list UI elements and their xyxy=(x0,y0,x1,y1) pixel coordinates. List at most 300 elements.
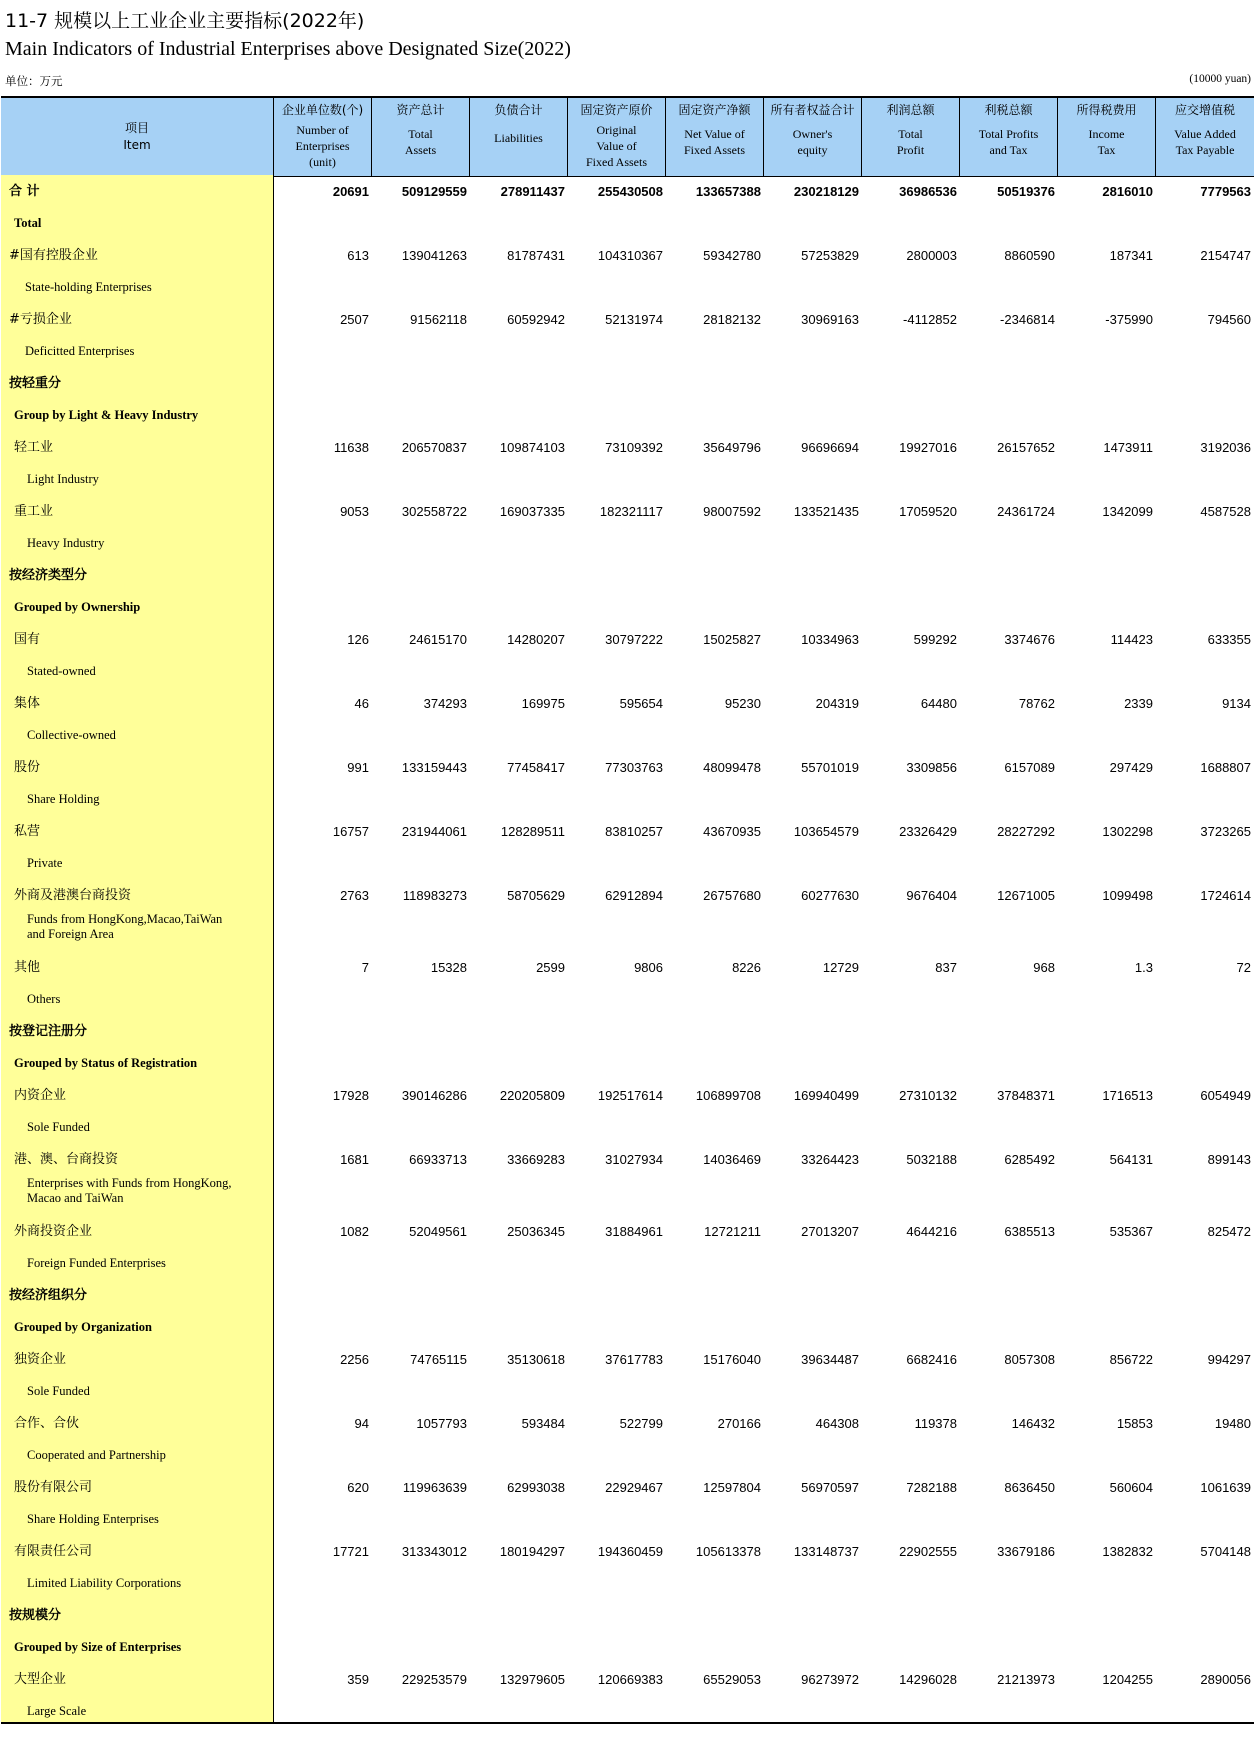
table-cell: 180194297 xyxy=(499,1544,565,1559)
header-col-en-line: Assets xyxy=(404,143,437,157)
table-cell: 109874103 xyxy=(499,440,565,455)
row-label-line: Grouped by Organization xyxy=(14,1320,152,1334)
table-cell: 1724614 xyxy=(1200,888,1251,903)
table-cell: 96696694 xyxy=(801,440,859,455)
table-row xyxy=(1,239,1254,271)
table-row xyxy=(1,1535,1254,1567)
table-bottom-rule xyxy=(1,1722,1254,1724)
row-label-line: Light Industry xyxy=(27,472,99,486)
table-cell: 26757680 xyxy=(703,888,761,903)
header-col-en-line: Enterprises xyxy=(295,139,350,153)
table-cell: 48099478 xyxy=(703,760,761,775)
row-label-line: 内资企业 xyxy=(14,1088,67,1103)
row-label xyxy=(9,184,40,199)
table-cell: 1.3 xyxy=(1134,960,1153,975)
table-row xyxy=(1,983,1254,1015)
table-row xyxy=(1,815,1254,847)
table-cell: 133521435 xyxy=(793,504,859,519)
row-label-line: #国有控股企业 xyxy=(9,248,98,263)
table-cell: 220205809 xyxy=(499,1088,565,1103)
table-row xyxy=(1,463,1254,495)
row-label-line: Macao and TaiWan xyxy=(27,1191,124,1205)
row-label-line: 重工业 xyxy=(14,504,54,519)
table-cell: 31027934 xyxy=(605,1152,663,1167)
table-cell: 1473911 xyxy=(1103,440,1153,455)
row-label-line: Sole Funded xyxy=(27,1120,90,1134)
table-cell: 374293 xyxy=(423,696,467,711)
row-label xyxy=(25,344,134,359)
row-label xyxy=(9,1024,87,1039)
row-label-line: 有限责任公司 xyxy=(14,1544,93,1559)
table-cell: 96273972 xyxy=(801,1672,859,1687)
table-cell: 5704148 xyxy=(1200,1544,1251,1559)
table-cell: 313343012 xyxy=(401,1544,467,1559)
table-cell: 56970597 xyxy=(801,1480,859,1495)
header-col-en-line: Number of xyxy=(296,123,349,137)
table-cell: 133657388 xyxy=(695,184,761,199)
row-label xyxy=(27,856,62,871)
table-cell: 35649796 xyxy=(703,440,761,455)
table-cell: 2599 xyxy=(536,960,565,975)
table-cell: 120669383 xyxy=(597,1672,663,1687)
table-cell: 73109392 xyxy=(605,440,663,455)
table-cell: -2346814 xyxy=(1000,312,1055,327)
row-label xyxy=(14,1640,181,1655)
table-cell: 26157652 xyxy=(997,440,1055,455)
table-cell: 9806 xyxy=(634,960,663,975)
table-cell: 19927016 xyxy=(899,440,957,455)
header-col-5 xyxy=(666,98,764,176)
table-cell: 16757 xyxy=(332,824,369,839)
table-cell: 132979605 xyxy=(499,1672,565,1687)
table-cell: 72 xyxy=(1236,960,1251,975)
table-row xyxy=(1,719,1254,751)
table-row xyxy=(1,367,1254,399)
row-label-line: Grouped by Size of Enterprises xyxy=(14,1640,182,1654)
table-row xyxy=(1,751,1254,783)
row-label-line: Grouped by Status of Registration xyxy=(14,1056,198,1070)
table-cell: 52131974 xyxy=(605,312,663,327)
header-col-en-line: Total xyxy=(408,127,433,141)
row-label xyxy=(14,1544,92,1559)
header-col-en-line: Liabilities xyxy=(494,131,543,145)
header-col-6 xyxy=(764,98,862,176)
table-cell: 270166 xyxy=(717,1416,761,1431)
table-row xyxy=(1,687,1254,719)
row-label xyxy=(9,248,98,263)
table-cell: 14036469 xyxy=(703,1152,761,1167)
header-item xyxy=(1,98,274,176)
row-label-line: Grouped by Ownership xyxy=(14,600,141,614)
row-label-line: Deficitted Enterprises xyxy=(25,344,135,358)
table-row xyxy=(1,1015,1254,1047)
table-cell: 58705629 xyxy=(507,888,565,903)
table-cell: 856722 xyxy=(1109,1352,1153,1367)
table-row xyxy=(1,783,1254,815)
table-cell: 37617783 xyxy=(605,1352,663,1367)
row-label-line: Cooperated and Partnership xyxy=(27,1448,166,1462)
table-row xyxy=(1,1215,1254,1247)
table-row xyxy=(1,559,1254,591)
table-cell: 105613378 xyxy=(695,1544,761,1559)
row-label-line: 按轻重分 xyxy=(9,376,62,391)
row-label-line: #亏损企业 xyxy=(9,312,72,327)
table-row xyxy=(1,623,1254,655)
row-label-line: 外商及港澳台商投资 xyxy=(14,888,132,903)
table-cell: 1082 xyxy=(340,1224,369,1239)
table-row xyxy=(1,879,1254,911)
row-label xyxy=(27,912,222,942)
row-label xyxy=(27,1256,166,1271)
table-cell: 522799 xyxy=(619,1416,663,1431)
header-col-2 xyxy=(372,98,470,176)
table-cell: 359 xyxy=(347,1672,369,1687)
table-cell: 60592942 xyxy=(507,312,565,327)
table-row xyxy=(1,1407,1254,1439)
row-label-line: 按规模分 xyxy=(9,1608,62,1623)
table-cell: 30969163 xyxy=(801,312,859,327)
table-cell: 15025827 xyxy=(703,632,761,647)
row-label xyxy=(27,536,104,551)
header-col-en-line: Original xyxy=(596,123,637,137)
table-cell: 17059520 xyxy=(899,504,957,519)
table-cell: 899143 xyxy=(1207,1152,1251,1167)
table-cell: 133159443 xyxy=(401,760,467,775)
table-row xyxy=(1,847,1254,879)
table-cell: 1061639 xyxy=(1200,1480,1251,1495)
table-cell: 55701019 xyxy=(801,760,859,775)
table-cell: 50519376 xyxy=(997,184,1055,199)
table-cell: 837 xyxy=(935,960,957,975)
table-cell: 613 xyxy=(347,248,369,263)
row-label xyxy=(27,1384,90,1399)
table-cell: 60277630 xyxy=(801,888,859,903)
header-col-en-line: Total xyxy=(898,127,923,141)
header-col-4 xyxy=(568,98,666,176)
table-cell: 994297 xyxy=(1207,1352,1251,1367)
row-label-line: 按登记注册分 xyxy=(9,1024,88,1039)
table-cell: 81787431 xyxy=(507,248,565,263)
table-cell: 19480 xyxy=(1214,1416,1251,1431)
table-cell: 8860590 xyxy=(1004,248,1055,263)
table-cell: 15853 xyxy=(1116,1416,1153,1431)
row-label xyxy=(14,696,40,711)
row-label-line: Others xyxy=(27,992,61,1006)
table-cell: 2154747 xyxy=(1200,248,1251,263)
row-label xyxy=(14,1224,92,1239)
table-row xyxy=(1,175,1254,207)
table-cell: 8636450 xyxy=(1004,1480,1055,1495)
table-cell: 595654 xyxy=(619,696,663,711)
unit-label-english: (10000 yuan) xyxy=(1189,73,1251,85)
header-col-en-line: Value Added xyxy=(1174,127,1236,141)
table-cell: 297429 xyxy=(1109,760,1153,775)
row-label xyxy=(14,1056,197,1071)
table-cell: 52049561 xyxy=(409,1224,467,1239)
table-cell: 12671005 xyxy=(997,888,1055,903)
table-cell: 633355 xyxy=(1207,632,1251,647)
row-label xyxy=(14,1672,66,1687)
table-row xyxy=(1,911,1254,951)
header-col-cn: 企业单位数(个) xyxy=(281,103,364,117)
table-cell: 1342099 xyxy=(1102,504,1153,519)
row-label-line: 大型企业 xyxy=(14,1672,67,1687)
row-label-line: Share Holding Enterprises xyxy=(27,1512,159,1526)
table-cell: 169975 xyxy=(521,696,565,711)
table-cell: 128289511 xyxy=(500,824,565,839)
table-cell: 11638 xyxy=(333,440,369,455)
header-col-cn: 利税总额 xyxy=(984,103,1033,117)
header-col-en-line: Value of xyxy=(596,139,637,153)
table-cell: 8226 xyxy=(732,960,761,975)
table-cell: 133148737 xyxy=(793,1544,859,1559)
row-label-line: Foreign Funded Enterprises xyxy=(27,1256,166,1270)
table-cell: 2763 xyxy=(340,888,369,903)
header-col-en-line: Fixed Assets xyxy=(683,143,745,157)
row-label-line: Group by Light & Heavy Industry xyxy=(14,408,199,422)
table-cell: 7779563 xyxy=(1200,184,1251,199)
table-cell: 4644216 xyxy=(906,1224,957,1239)
row-label-line: Share Holding xyxy=(27,792,100,806)
header-col-en-line: Profit xyxy=(896,143,925,157)
table-cell: 15176040 xyxy=(703,1352,761,1367)
table-cell: 43670935 xyxy=(703,824,761,839)
row-label-line: 独资企业 xyxy=(14,1352,67,1367)
table-cell: 78762 xyxy=(1018,696,1055,711)
header-col-3 xyxy=(470,98,568,176)
row-label xyxy=(27,1704,86,1719)
table-cell: 24615170 xyxy=(409,632,467,647)
row-label xyxy=(14,1480,92,1495)
table-cell: 15328 xyxy=(430,960,467,975)
table-cell: 20691 xyxy=(332,184,369,199)
row-label xyxy=(14,440,53,455)
table-row xyxy=(1,591,1254,623)
table-cell: 22902555 xyxy=(899,1544,957,1559)
header-col-en-line: Total Profits xyxy=(978,127,1039,141)
header-item-en: Item xyxy=(123,138,151,152)
table-cell: 126 xyxy=(347,632,369,647)
table-row xyxy=(1,527,1254,559)
row-label-line: Private xyxy=(27,856,63,870)
header-col-8 xyxy=(960,98,1058,176)
unit-label-chinese: 单位：万元 xyxy=(5,74,63,88)
header-col-cn: 资产总计 xyxy=(396,103,445,117)
header-col-en-line: Income xyxy=(1088,127,1125,141)
table-cell: 206570837 xyxy=(401,440,467,455)
table-row xyxy=(1,1111,1254,1143)
table-cell: 37848371 xyxy=(997,1088,1055,1103)
table-cell: 103654579 xyxy=(793,824,859,839)
table-cell: 2800003 xyxy=(906,248,957,263)
row-label xyxy=(27,1576,181,1591)
row-label-line: Enterprises with Funds from HongKong, xyxy=(27,1176,232,1190)
table-title-english: Main Indicators of Industrial Enterprises above Designated Size(2022) xyxy=(5,38,571,60)
table-cell: 104310367 xyxy=(597,248,663,263)
row-label xyxy=(14,1088,66,1103)
table-cell: 27310132 xyxy=(899,1088,957,1103)
table-cell: 8057308 xyxy=(1004,1352,1055,1367)
table-row xyxy=(1,1471,1254,1503)
header-col-en-line: Tax Payable xyxy=(1175,143,1235,157)
table-row xyxy=(1,951,1254,983)
table-cell: 620 xyxy=(347,1480,369,1495)
table-cell: 3192036 xyxy=(1200,440,1251,455)
table-cell: 12597804 xyxy=(703,1480,761,1495)
header-col-en xyxy=(1156,126,1254,158)
row-label xyxy=(27,992,60,1007)
table-row xyxy=(1,1079,1254,1111)
table-cell: 2816010 xyxy=(1102,184,1153,199)
row-label xyxy=(14,760,40,775)
table-cell: 33264423 xyxy=(801,1152,859,1167)
row-label-line: State-holding Enterprises xyxy=(25,280,152,294)
header-col-en-line: equity xyxy=(797,143,828,157)
table-cell: 991 xyxy=(347,760,369,775)
table-cell: 77303763 xyxy=(605,760,663,775)
table-cell: 6157089 xyxy=(1004,760,1055,775)
table-cell: 187341 xyxy=(1109,248,1153,263)
row-label-line: Total xyxy=(14,216,42,230)
row-label xyxy=(25,280,152,295)
header-col-10 xyxy=(1156,98,1254,176)
header-col-cn: 所有者权益合计 xyxy=(770,103,855,117)
table-cell: 62912894 xyxy=(605,888,663,903)
row-label-line: 股份有限公司 xyxy=(14,1480,93,1495)
row-label xyxy=(14,632,40,647)
table-cell: 114423 xyxy=(1110,632,1153,647)
row-label xyxy=(14,960,40,975)
row-label xyxy=(14,600,140,615)
table-cell: 24361724 xyxy=(997,504,1055,519)
table-cell: 6054949 xyxy=(1200,1088,1251,1103)
table-row xyxy=(1,1567,1254,1599)
row-label-line: 私营 xyxy=(14,824,41,839)
table-cell: 77458417 xyxy=(507,760,565,775)
table-cell: 390146286 xyxy=(401,1088,467,1103)
row-label xyxy=(9,312,72,327)
table-row xyxy=(1,1175,1254,1215)
row-label-line: 合作、合伙 xyxy=(14,1416,80,1431)
table-cell: 12729 xyxy=(822,960,859,975)
table-cell: 1681 xyxy=(340,1152,369,1167)
table-cell: 7282188 xyxy=(906,1480,957,1495)
table-cell: 2256 xyxy=(340,1352,369,1367)
table-cell: 593484 xyxy=(521,1416,565,1431)
table-cell: 12721211 xyxy=(704,1224,761,1239)
table-cell: 169037335 xyxy=(499,504,565,519)
row-label xyxy=(14,1320,152,1335)
table-cell: 1688807 xyxy=(1200,760,1251,775)
table-cell: 1716513 xyxy=(1102,1088,1153,1103)
table-cell: 57253829 xyxy=(801,248,859,263)
row-label xyxy=(14,1352,66,1367)
row-label xyxy=(27,664,96,679)
table-cell: -375990 xyxy=(1105,312,1153,327)
table-cell: 230218129 xyxy=(793,184,859,199)
table-cell: 39634487 xyxy=(801,1352,859,1367)
table-cell: 23326429 xyxy=(899,824,957,839)
table-cell: 33669283 xyxy=(507,1152,565,1167)
table-row xyxy=(1,303,1254,335)
table-cell: 119963639 xyxy=(402,1480,467,1495)
table-cell: 28182132 xyxy=(703,312,761,327)
table-cell: 17928 xyxy=(332,1088,369,1103)
row-label-line: 按经济类型分 xyxy=(9,568,88,583)
row-label xyxy=(9,376,61,391)
header-col-en-line: (unit) xyxy=(309,155,336,169)
header-col-cn: 固定资产原价 xyxy=(580,103,653,117)
table-cell: 59342780 xyxy=(703,248,761,263)
table-cell: 255430508 xyxy=(597,184,663,199)
table-row xyxy=(1,335,1254,367)
table-row xyxy=(1,1663,1254,1695)
table-row xyxy=(1,271,1254,303)
table-cell: 22929467 xyxy=(605,1480,663,1495)
table-cell: 74765115 xyxy=(410,1352,467,1367)
row-label xyxy=(14,824,40,839)
row-label-line: 按经济组织分 xyxy=(9,1288,88,1303)
header-col-cn: 负债合计 xyxy=(494,103,543,117)
row-label xyxy=(14,408,198,423)
table-cell: 794560 xyxy=(1207,312,1251,327)
table-cell: 25036345 xyxy=(507,1224,565,1239)
table-cell: 169940499 xyxy=(793,1088,859,1103)
row-label xyxy=(14,504,53,519)
header-col-en-line: Tax xyxy=(1097,143,1116,157)
table-cell: 204319 xyxy=(815,696,859,711)
row-label xyxy=(27,472,99,487)
table-cell: 599292 xyxy=(913,632,957,647)
table-cell: 119378 xyxy=(914,1416,957,1431)
table-cell: 28227292 xyxy=(997,824,1055,839)
table-row xyxy=(1,655,1254,687)
table-cell: 560604 xyxy=(1109,1480,1153,1495)
table-row xyxy=(1,399,1254,431)
row-label-line: Stated-owned xyxy=(27,664,96,678)
table-cell: 17721 xyxy=(332,1544,369,1559)
header-col-cn: 所得税费用 xyxy=(1076,103,1137,117)
row-label xyxy=(14,888,131,903)
header-col-en xyxy=(666,126,763,158)
table-cell: 7 xyxy=(361,960,369,975)
table-cell: 1057793 xyxy=(416,1416,467,1431)
table-cell: 31884961 xyxy=(605,1224,663,1239)
table-cell: 231944061 xyxy=(401,824,467,839)
table-row xyxy=(1,1143,1254,1175)
row-label-line: 外商投资企业 xyxy=(14,1224,93,1239)
table-cell: 3309856 xyxy=(906,760,957,775)
table-cell: 30797222 xyxy=(605,632,663,647)
header-col-1 xyxy=(274,98,372,176)
table-cell: 118983273 xyxy=(402,888,467,903)
row-label-line: Heavy Industry xyxy=(27,536,105,550)
table-row xyxy=(1,1375,1254,1407)
table-cell: 535367 xyxy=(1109,1224,1153,1239)
table-row xyxy=(1,1631,1254,1663)
table-cell: 139041263 xyxy=(401,248,467,263)
table-cell: 2890056 xyxy=(1200,1672,1251,1687)
row-label-line: and Foreign Area xyxy=(27,927,114,941)
table-cell: 509129559 xyxy=(401,184,467,199)
table-cell: 14280207 xyxy=(507,632,565,647)
table-cell: 6385513 xyxy=(1004,1224,1055,1239)
table-cell: 192517614 xyxy=(597,1088,663,1103)
table-cell: 968 xyxy=(1033,960,1055,975)
row-label-line: 其他 xyxy=(14,960,41,975)
table-cell: 35130618 xyxy=(507,1352,565,1367)
table-row xyxy=(1,1599,1254,1631)
